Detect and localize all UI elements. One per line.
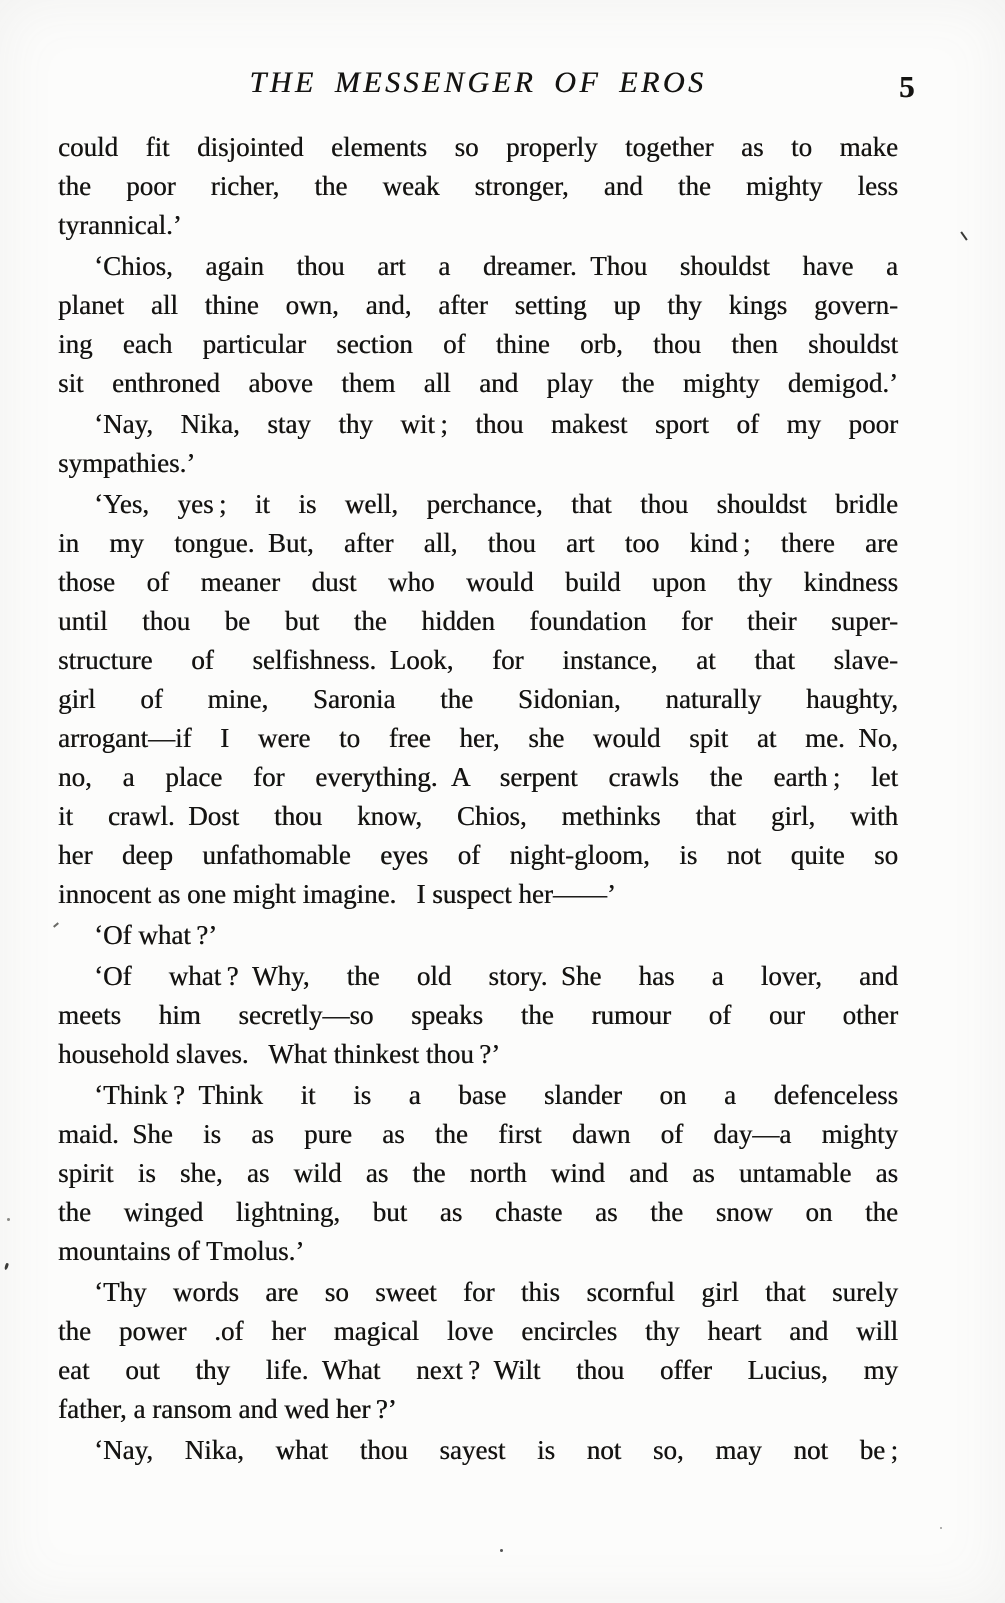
text-line: spirit is she, as wild as the north wind and as untamable as	[58, 1158, 898, 1188]
text-line: tyrannical.’	[58, 210, 182, 240]
text-line: eat out thy life. What next ? Wilt thou offer Lucius, my	[58, 1355, 898, 1385]
text-line: until thou be but the hidden foundation for their super-	[58, 606, 898, 636]
scan-speck	[940, 1527, 942, 1529]
text-line: ‘Of what ? Why, the old story. She has a lover, and	[94, 961, 898, 991]
running-header	[58, 64, 898, 106]
text-line: structure of selfishness. Look, for instance, at that slave-	[58, 645, 898, 675]
page-body-text	[58, 128, 898, 1470]
scan-speck	[960, 231, 967, 240]
text-line: her deep unfathomable eyes of night-gloom, is not quite so	[58, 840, 898, 870]
text-line: ‘Nay, Nika, what thou sayest is not so, may not be ;	[94, 1435, 898, 1465]
page-number: 5	[899, 69, 915, 104]
text-line: planet all thine own, and, after setting up thy kings govern-	[58, 290, 898, 320]
text-line: ‘Of what ?’	[94, 920, 218, 950]
text-line: those of meaner dust who would build upon thy kindness	[58, 567, 898, 597]
text-line: ‘Nay, Nika, stay thy wit ; thou makest sport of my poor	[94, 409, 898, 439]
text-line: it crawl. Dost thou know, Chios, methinks that girl, with	[58, 801, 898, 831]
text-line: meets him secretly—so speaks the rumour of our other	[58, 1000, 898, 1030]
scan-speck	[4, 1263, 9, 1271]
text-line: no, a place for everything. A serpent crawls the earth ; let	[58, 762, 898, 792]
text-line: sympathies.’	[58, 448, 196, 478]
page-header-title: THE MESSENGER OF EROS	[249, 66, 707, 99]
text-line: ‘Chios, again thou art a dreamer. Thou shouldst have a	[94, 251, 898, 281]
scan-speck	[7, 1218, 10, 1221]
text-line: could fit disjointed elements so properly together as to make	[58, 132, 898, 162]
text-line: arrogant—if I were to free her, she would spit at me. No,	[58, 723, 898, 753]
text-line: the winged lightning, but as chaste as the snow on the	[58, 1197, 898, 1227]
text-line: girl of mine, Saronia the Sidonian, naturally haughty,	[58, 684, 898, 714]
text-line: sit enthroned above them all and play the mighty demigod.’	[58, 368, 898, 398]
text-line: maid. She is as pure as the first dawn of day—a mighty	[58, 1119, 898, 1149]
text-line: father, a ransom and wed her ?’	[58, 1394, 397, 1424]
scan-speck	[500, 1549, 503, 1552]
text-line: ing each particular section of thine orb, thou then shouldst	[58, 329, 898, 359]
text-line: ‘Thy words are so sweet for this scornful girl that surely	[94, 1277, 898, 1307]
text-line: household slaves. What thinkest thou ?’	[58, 1039, 501, 1069]
text-line: in my tongue. But, after all, thou art too kind ; there are	[58, 528, 898, 558]
text-line: mountains of Tmolus.’	[58, 1236, 305, 1266]
text-line: innocent as one might imagine. I suspect her——’	[58, 879, 616, 909]
text-line: ‘Think ? Think it is a base slander on a defenceless	[94, 1080, 898, 1110]
text-line: the power .of her magical love encircles thy heart and will	[58, 1316, 898, 1346]
text-line: ‘Yes, yes ; it is well, perchance, that thou shouldst bridle	[94, 489, 898, 519]
text-line: the poor richer, the weak stronger, and the mighty less	[58, 171, 898, 201]
